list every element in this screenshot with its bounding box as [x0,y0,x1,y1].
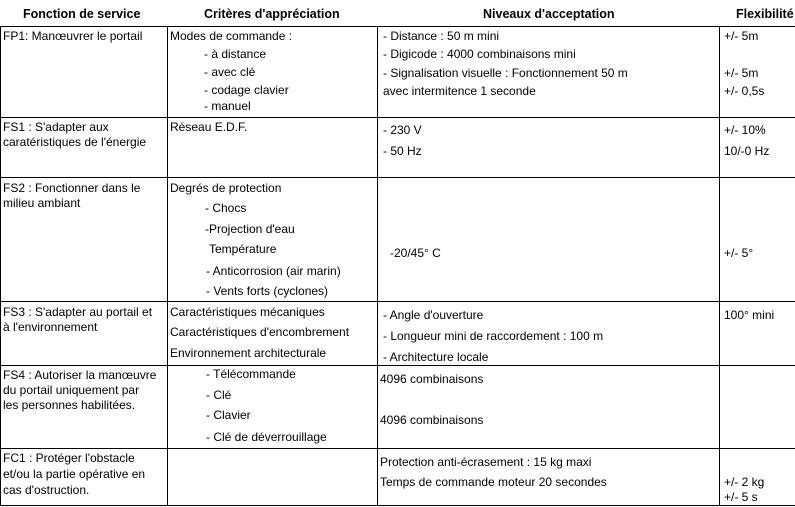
critere-line: Température [209,242,277,256]
flex-value: +/- 5° [724,246,754,260]
row-divider [0,26,795,27]
critere-line: Caractéristiques d'encombrement [170,325,350,339]
header-criteres: Critères d'appréciation [204,7,340,21]
fonction-cell: FS4 : Autoriser la manœuvre [3,368,157,382]
niveau-line: -20/45° C [390,246,441,260]
fonction-cell: du portail uniquement par [3,383,140,397]
row-divider [0,117,795,118]
row-divider [0,365,795,366]
column-divider [167,26,168,506]
niveau-line: - Distance : 50 m mini [383,29,500,43]
row-divider [0,177,795,178]
niveau-line: 4096 combinaisons [380,413,484,427]
row-divider [0,505,795,506]
niveau-line: avec intermitence 1 seconde [383,84,536,98]
critere-line: - avec clé [204,65,256,79]
critere-line: - codage clavier [204,83,289,97]
niveau-line: - Architecture locale [383,350,489,364]
niveau-line: - Angle d'ouverture [383,308,484,322]
niveau-line: - Signalisation visuelle : Fonctionnement 50 m [383,66,628,80]
flex-value: 10/-0 Hz [724,144,770,158]
critere-line: Modes de commande : [170,29,293,43]
flex-value: 100° mini [724,308,775,322]
flex-value: +/- 5m [724,66,759,80]
niveau-line: - Longueur mini de raccordement : 100 m [383,329,604,343]
header-niveaux: Niveaux d'acceptation [483,7,615,21]
critere-line: - manuel [204,99,251,113]
niveau-line: - 50 Hz [383,144,422,158]
critere-line: - Anticorrosion (air marin) [206,264,341,278]
fonction-cell: milieu ambiant [3,196,81,210]
critere-line: - Vents forts (cyclones) [206,284,329,298]
column-divider [377,26,378,506]
fonction-cell: FS2 : Fonctionner dans le [3,181,141,195]
header-fonction: Fonction de service [23,7,141,21]
fonction-cell: les personnes habilitées. [3,398,136,412]
critere-line: Environnement architecturale [170,346,327,360]
fonction-cell: et/ou la partie opérative en [3,467,146,481]
critere-line: - à distance [204,47,267,61]
critere-line: Réseau E.D.F. [170,120,248,134]
critere-line: Caractéristiques mécaniques [170,305,325,319]
row-divider [0,301,795,302]
critere-line: - Clé de déverrouillage [206,430,327,444]
fonction-cell: cas d'ostruction. [3,483,90,497]
flex-value: +/- 5 s [724,490,758,504]
fonction-cell: caratéristiques de l'énergie [3,135,147,149]
fonction-cell: FS1 : S'adapter aux [3,120,109,134]
niveau-line: Protection anti-écrasement : 15 kg maxi [380,455,592,469]
fonction-cell: FP1: Manœuvrer le portail [3,29,143,43]
critere-line: -Projection d'eau [205,222,295,236]
header-flexibilite: Flexibilité [736,7,794,21]
column-divider [0,26,1,506]
niveau-line: 4096 combinaisons [380,372,484,386]
niveau-line: - Digicode : 4000 combinaisons mini [383,47,576,61]
flex-value: +/- 5m [724,29,759,43]
critere-line: - Télécommande [206,367,296,381]
row-divider [0,448,795,449]
fonction-cell: FC1 : Protéger l'obstacle [3,451,135,465]
column-divider [719,26,720,506]
niveau-line: - 230 V [383,123,422,137]
critere-line: - Chocs [205,201,247,215]
critere-line: - Clé [206,388,232,402]
critere-line: - Clavier [206,408,251,422]
critere-line: Degrés de protection [170,181,282,195]
flex-value: +/- 0,5s [724,84,765,98]
flex-value: +/- 10% [724,123,766,137]
fonction-cell: à l'environnement [3,320,98,334]
fonction-cell: FS3 : S'adapter au portail et [3,305,153,319]
niveau-line: Temps de commande moteur 20 secondes [380,475,607,489]
flex-value: +/- 2 kg [724,475,765,489]
